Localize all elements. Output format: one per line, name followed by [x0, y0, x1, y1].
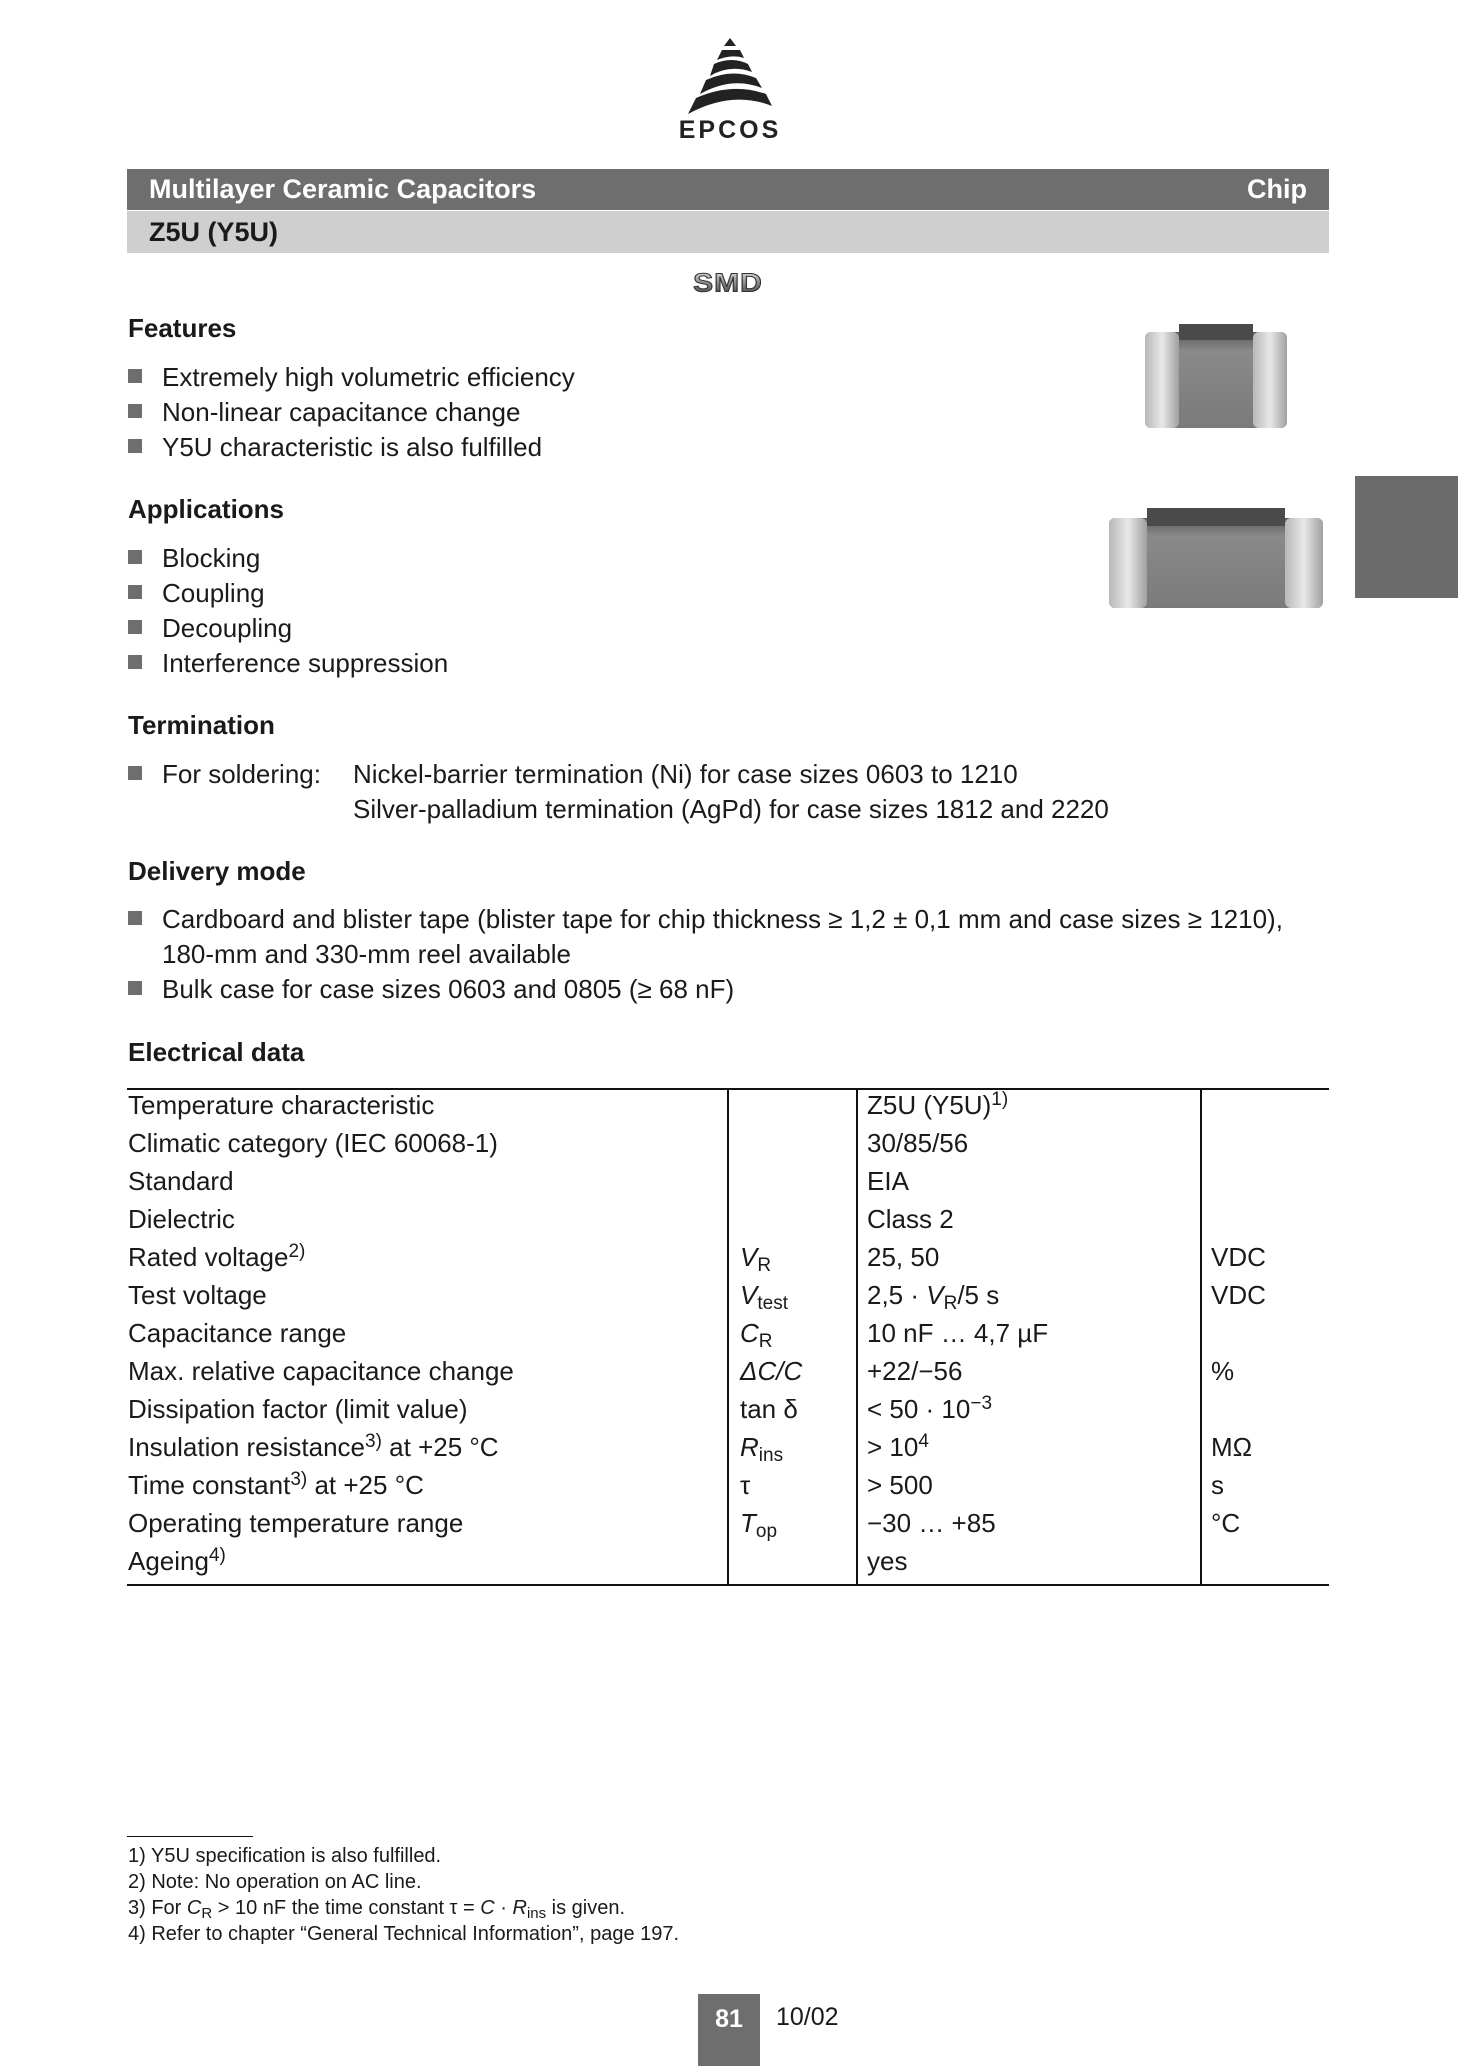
table-bottom-rule [127, 1584, 1329, 1586]
table-param: Temperature characteristic [128, 1090, 435, 1120]
table-column-divider [727, 1090, 729, 1584]
table-param: Dielectric [128, 1204, 235, 1234]
brand-name: EPCOS [678, 116, 782, 144]
bullet-square-icon [128, 766, 142, 780]
table-symbol: τ [740, 1470, 751, 1500]
table-value: Class 2 [867, 1204, 954, 1234]
list-item: Cardboard and blister tape (blister tape for chip thickness ≥ 1,2 ± 0,1 mm and case sizes ≥ 1210), [128, 904, 1283, 935]
table-value: 25, 50 [867, 1242, 940, 1272]
table-symbol: tan δ [740, 1394, 798, 1424]
termination-heading: Termination [128, 710, 275, 740]
bullet-square-icon [128, 404, 142, 418]
list-item-continuation: 180-mm and 330-mm reel available [162, 939, 571, 969]
table-unit: % [1211, 1356, 1235, 1386]
subtitle-bar [127, 211, 1329, 253]
table-value: EIA [867, 1166, 909, 1196]
bullet-square-icon [128, 369, 142, 383]
table-unit: VDC [1211, 1280, 1266, 1310]
table-param: Climatic category (IEC 60068-1) [128, 1128, 498, 1158]
footnote-rule [127, 1836, 253, 1837]
table-param: Test voltage [128, 1280, 267, 1310]
table-value: −30 … +85 [867, 1508, 996, 1538]
epcos-logo [670, 36, 790, 146]
page-number: 81 [698, 1994, 760, 2066]
table-param: Dissipation factor (limit value) [128, 1394, 468, 1424]
smd-logo [656, 267, 800, 295]
applications-heading: Applications [128, 494, 285, 524]
svg-text:SMD: SMD [693, 268, 763, 295]
table-unit: s [1211, 1470, 1224, 1500]
table-value: 10 nF … 4,7 µF [867, 1318, 1049, 1348]
chip-image-large [1107, 506, 1325, 615]
table-symbol: ΔC/C [740, 1356, 803, 1386]
smd-logo-icon [656, 267, 800, 295]
footnote: 3) For $C_R > 10$ nF the time constant $\tau = C \cdot R_{ins}$ is given. [128, 1897, 626, 1922]
list-item: Non-linear capacitance change [128, 397, 520, 428]
table-param: Insulation resistance$^{3)}$ at +25 °C [128, 1431, 499, 1462]
table-symbol: $R_{ins}$ [740, 1432, 784, 1466]
bullet-square-icon [128, 911, 142, 925]
table-value: > $10^4$ [867, 1431, 929, 1462]
footnote: 2) Note: No operation on AC line. [128, 1871, 422, 1893]
bullet-square-icon [128, 981, 142, 995]
list-item: Y5U characteristic is also fulfilled [128, 432, 542, 463]
list-item: Bulk case for case sizes 0603 and 0805 (≥ 68 nF) [128, 974, 734, 1005]
table-symbol: $C_R$ [740, 1318, 773, 1352]
table-symbol: $V_R$ [740, 1242, 772, 1276]
side-tab-marker [1355, 476, 1458, 598]
bullet-square-icon [128, 655, 142, 669]
table-value: > 500 [867, 1470, 933, 1500]
features-heading: Features [128, 313, 237, 343]
epcos-logo-icon [670, 36, 790, 116]
list-item: Coupling [128, 578, 265, 609]
issue-date: 10/02 [776, 2003, 839, 2031]
table-column-divider [856, 1090, 858, 1584]
table-param: Standard [128, 1166, 234, 1196]
list-item: Decoupling [128, 613, 292, 644]
bullet-square-icon [128, 620, 142, 634]
table-param: Rated voltage$^{2)}$ [128, 1241, 306, 1272]
table-column-divider [1200, 1090, 1202, 1584]
termination-line: Silver-palladium termination (AgPd) for case sizes 1812 and 2220 [353, 794, 1109, 824]
list-item: Blocking [128, 543, 260, 574]
table-value: $2,5 \cdot V_R/5$ s [867, 1280, 1000, 1314]
termination-line: Nickel-barrier termination (Ni) for case sizes 0603 to 1210 [353, 759, 1018, 789]
category-label: Chip [1247, 174, 1307, 204]
table-param: Max. relative capacitance change [128, 1356, 514, 1386]
table-symbol: $T_{op}$ [740, 1508, 778, 1542]
table-param: Operating temperature range [128, 1508, 464, 1538]
table-unit: MΩ [1211, 1432, 1253, 1462]
list-item: For soldering: [128, 759, 321, 790]
table-unit: VDC [1211, 1242, 1266, 1272]
table-value: Z5U $(Y5U)^{1)}$ [867, 1089, 1009, 1120]
table-param: Ageing$^{4)}$ [128, 1545, 226, 1576]
electrical-heading: Electrical data [128, 1037, 305, 1067]
bullet-square-icon [128, 550, 142, 564]
subtitle: Z5U (Y5U) [149, 216, 279, 247]
title-bar [127, 169, 1329, 210]
table-value: 30/85/56 [867, 1128, 969, 1158]
chip-image-small [1143, 322, 1289, 435]
bullet-square-icon [128, 585, 142, 599]
table-value: +22/−56 [867, 1356, 963, 1386]
table-value: < $50 \cdot 10^{-3}$ [867, 1393, 993, 1424]
table-value: yes [867, 1546, 908, 1576]
list-item: Extremely high volumetric efficiency [128, 362, 575, 393]
table-unit: °C [1211, 1508, 1241, 1538]
delivery-heading: Delivery mode [128, 856, 306, 886]
footnote: 4) Refer to chapter “General Technical Information”, page 197. [128, 1923, 680, 1945]
bullet-square-icon [128, 439, 142, 453]
table-param: Time constant$^{3)}$ at +25 °C [128, 1469, 424, 1500]
footnote: 1) Y5U specification is also fulfilled. [128, 1845, 442, 1867]
list-item: Interference suppression [128, 648, 448, 679]
table-symbol: $V_{test}$ [740, 1280, 788, 1314]
page-title: Multilayer Ceramic Capacitors [149, 174, 537, 204]
table-param: Capacitance range [128, 1318, 347, 1348]
